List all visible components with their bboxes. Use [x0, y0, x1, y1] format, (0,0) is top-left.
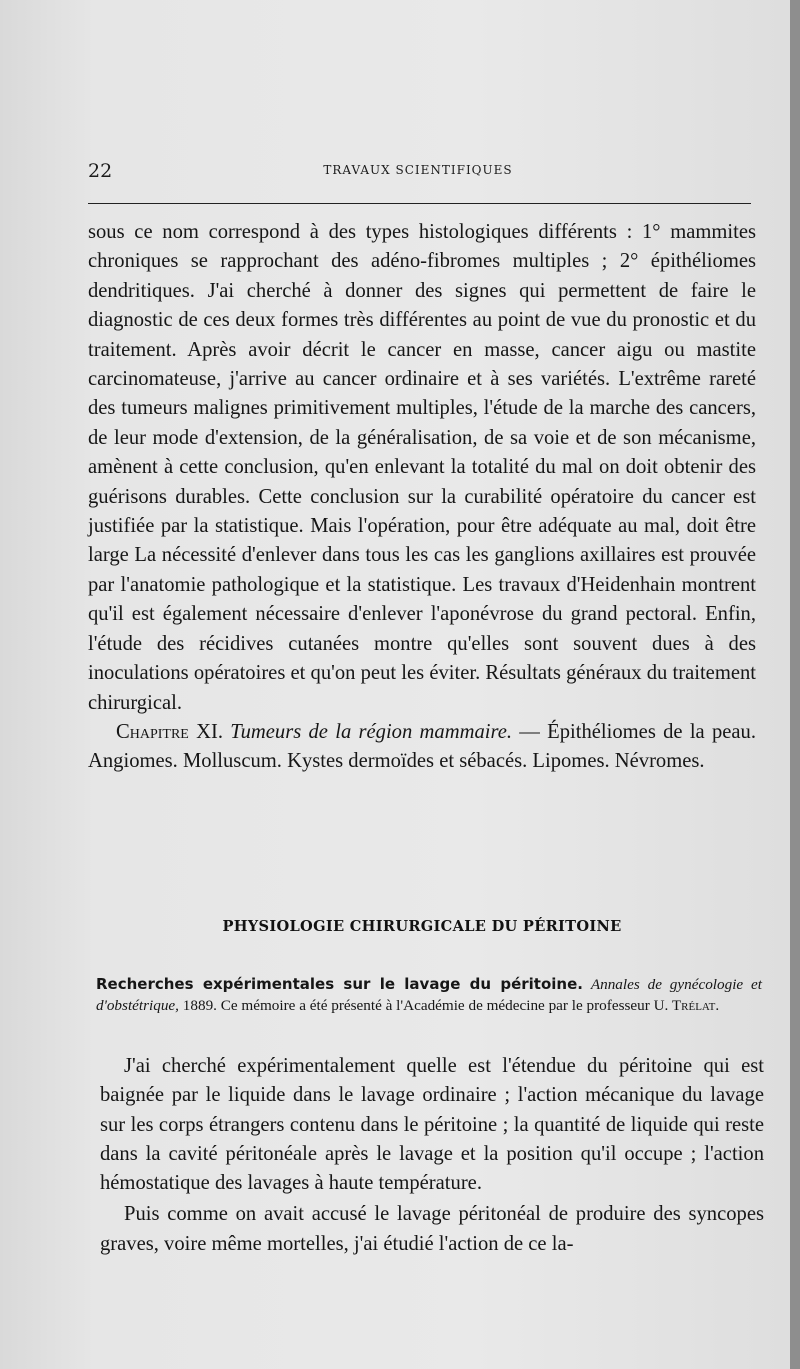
reference-title: Recherches expérimentales sur le lavage du péritoine.	[96, 975, 583, 993]
paragraph-lavage: J'ai cherché expérimentalement quelle est l'étendue du péritoine qui est baignée par le liquide dans le lavage ordinaire ; l'action mécanique du lavage sur les corps étrangers contenu dans le péritoine ; la quantité de liquide qui reste dans la cavité péritonéale après le lavage et la position qu'il occupe ; l'action hémostatique des lavages à haute température.	[100, 1055, 764, 1195]
header-rule	[88, 203, 751, 204]
chapter-text: — Épithéliomes de la peau. Angiomes. Molluscum. Kystes dermoïdes et sébacés. Lipomes. Névromes.	[88, 720, 756, 773]
main-text-block	[88, 218, 756, 777]
chapter-paragraph	[88, 718, 756, 777]
running-title: TRAVAUX SCIENTIFIQUES	[323, 163, 513, 177]
paragraph-continued: sous ce nom correspond à des types histologiques différents : 1° mammites chroniques se rapprochant des adéno-fibromes multiples ; 2° épithéliomes dendritiques. J'ai cherché à donner des signes qui permettent de faire le diagnostic de ces deux formes très différentes au point de vue du pronostic et du traitement. Après avoir décrit le cancer en masse, cancer aigu ou mastite carcinomateuse, j'arrive au cancer ordinaire et à ses variétés. L'extrême rareté des tumeurs malignes primitivement multiples, l'étude de la marche des cancers, de leur mode d'extension, de la généralisation, de sa voie et de son mécanisme, amènent à cette conclusion, qu'en enlevant la totalité du mal on doit obtenir des guérisons durables. Cette conclusion sur la curabilité opératoire du cancer est justifiée par la statistique. Mais l'opération, pour être adéquate au mal, doit être large La nécessité d'enlever dans tous les cas les ganglions axillaires est prouvée par l'anatomie pathologique et la statistique. Les travaux d'Heidenhain montrent qu'il est également nécessaire d'enlever l'aponévrose du grand pectoral. Enfin, l'étude des récidives cutanées montre qu'elles sont souvent dues à des inoculations opératoires et qu'on peut les éviter. Résultats généraux du traitement chirurgical.	[88, 221, 756, 714]
chapter-title: Tumeurs de la région mammaire.	[230, 720, 513, 743]
reference-line	[96, 974, 762, 1016]
bibliographic-reference	[96, 974, 762, 1016]
reference-professor: U. Trélat.	[653, 997, 720, 1014]
section-text-block	[100, 1052, 764, 1259]
reference-journal: Annales de gynécologie et d'obstétrique,	[96, 976, 762, 1014]
page-number: 22	[88, 160, 113, 182]
paragraph-syncopes: Puis comme on avait accusé le lavage péritonéal de produire des syncopes graves, voire même mortelles, j'ai étudié l'action de ce la-	[100, 1203, 764, 1255]
page-header	[88, 160, 748, 186]
chapter-label: Chapitre XI.	[116, 720, 223, 743]
reference-note: 1889. Ce mémoire a été présenté à l'Académie de médecine par le professeur	[178, 997, 654, 1014]
page-edge-shadow	[790, 0, 800, 1369]
section-heading: PHYSIOLOGIE CHIRURGICALE DU PÉRITOINE	[222, 918, 622, 935]
